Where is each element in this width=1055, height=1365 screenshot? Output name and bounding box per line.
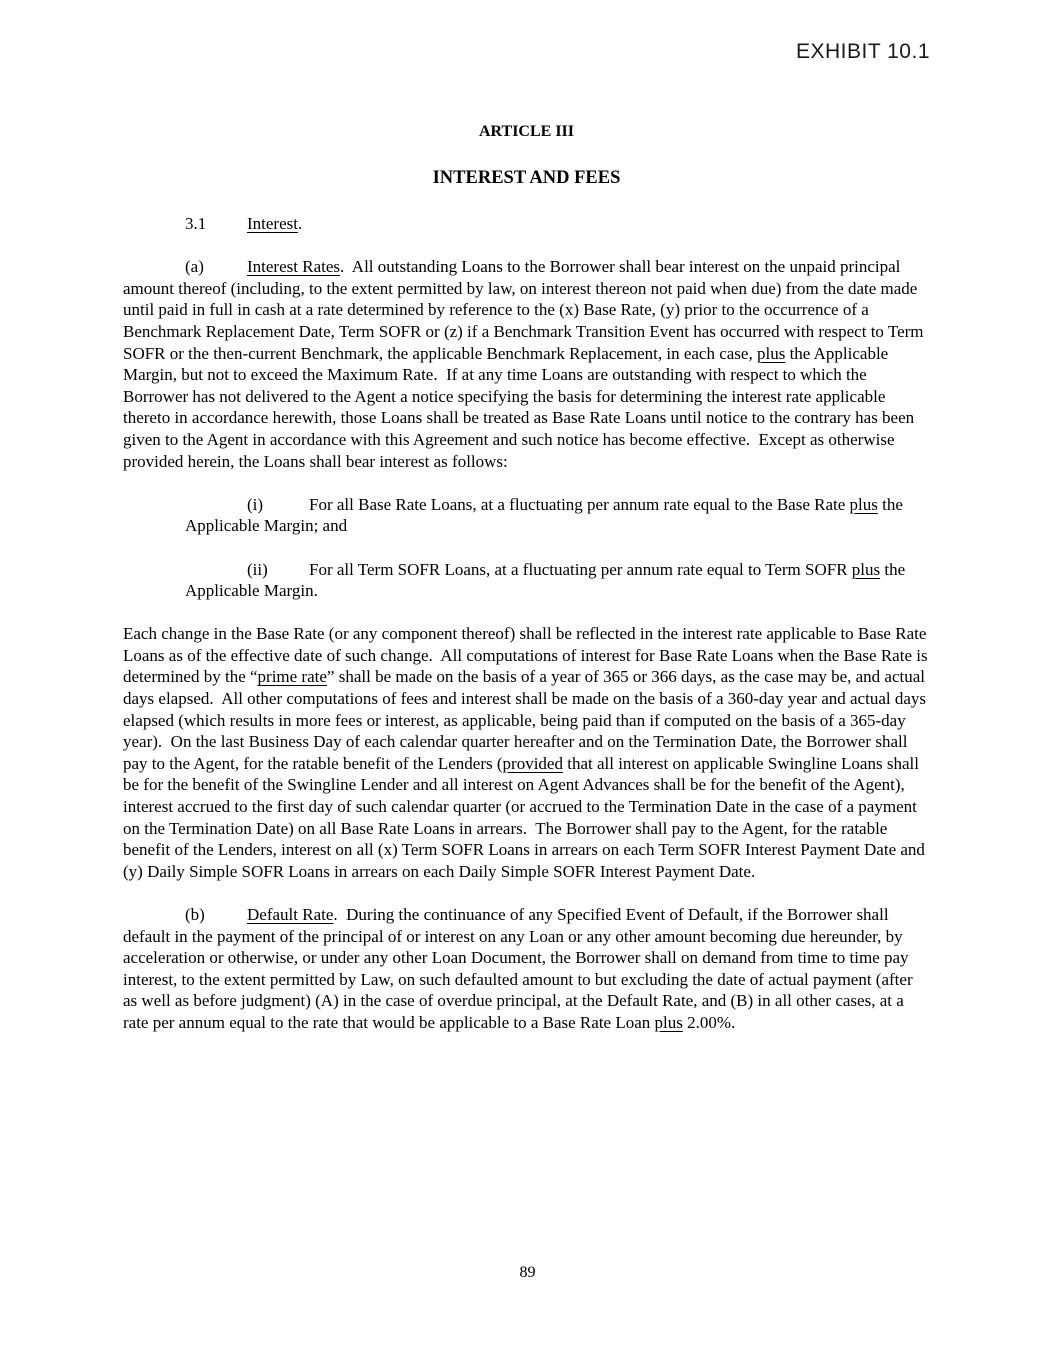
paragraph-label: (ii) <box>247 559 268 579</box>
section-number-heading <box>123 213 930 235</box>
text-run: For all Base Rate Loans, at a fluctuating per annum rate equal to the Base Rate <box>309 494 850 514</box>
list-item-ii <box>185 559 930 602</box>
list-item-i <box>185 494 930 537</box>
paragraph-label: (a) <box>185 257 204 277</box>
underlined-text: provided <box>502 753 563 773</box>
text-run: Each change in the Base Rate (or any component thereof) shall be reflected in the interest rate applicable to Base Rate Loans as of the effective date of such change. All computations of interest for Base Rate Loans when the Base Rate is determined by the “ <box>123 624 932 687</box>
underlined-text: plus <box>849 494 878 514</box>
paragraph-a <box>123 256 930 472</box>
text-run: the Applicable Margin, but not to exceed the Maximum Rate. If at any time Loans are outstanding with respect to which the Borrower has not delivered to the Agent a notice specifying the basis for determining the interest rate applicable thereto in accordance herewith, those Loans shall be treated as Base Rate Loans until notice to the contrary has been given to the Agent in accordance with this Agreement and such notice has become effective. Except as otherwise provided herein, the Loans shall bear interest as follows: <box>123 343 919 471</box>
exhibit-label: EXHIBIT 10.1 <box>795 40 930 63</box>
underlined-text: plus <box>756 343 786 363</box>
underlined-text: prime rate <box>257 667 327 687</box>
page-number: 89 <box>519 1264 536 1281</box>
paragraph-computations <box>123 623 930 882</box>
underlined-text: plus <box>851 559 881 579</box>
text-run: that all interest on applicable Swingline Loans shall be for the benefit of the Swingline Lender and all interest on Agent Advances shall be for the benefit of the Agent), interest accrued to the first day of such calendar quarter (or accrued to the Termination Date in the case of a payment on the Termination Date) on all Base Rate Loans in arrears. The Borrower shall pay to the Agent, for the ratable benefit of the Lenders, interest on all (x) Term SOFR Loans in arrears on each Term SOFR Interest Payment Date and (y) Daily Simple SOFR Loans in arrears on each Daily Simple SOFR Interest Payment Date. <box>123 753 930 881</box>
paragraph-label: (i) <box>247 494 264 514</box>
underlined-text: Default Rate <box>247 905 334 924</box>
paragraph-label: 3.1 <box>185 214 207 233</box>
text-run: ” shall be made on the basis of a year of 365 or 366 days, as the case may be, and actual days elapsed. All other computations of fees and interest shall be made on the basis of a 360-day year and actual days elapsed (which results in more fees or interest, as applicable, being paid than if computed on the basis of a 365-day year). On the last Business Day of each calendar quarter hereafter and on the Termination Date, the Borrower shall pay to the Agent, for the ratable benefit of the Lenders ( <box>123 667 931 773</box>
text-run: 2.00%. <box>682 1012 736 1032</box>
underlined-text: Interest Rates <box>247 257 340 277</box>
article-heading: ARTICLE III <box>478 123 575 140</box>
underlined-text: Interest <box>247 214 298 233</box>
text-run: the Applicable Margin. <box>185 559 909 601</box>
paragraph-b <box>123 904 930 1034</box>
text-run: the Applicable Margin; and <box>185 494 907 536</box>
text-run: . During the continuance of any Specified Event of Default, if the Borrower shall default in the payment of the principal of or interest on any Loan or any other amount becoming due hereunder, by acceleration or otherwise, or under any other Loan Document, the Borrower shall on demand from time to time pay interest, to the extent permitted by Law, on such defaulted amount to but excluding the date of actual payment (after as well as before judgment) (A) in the case of overdue principal, at the Default Rate, and (B) in all other cases, at a rate per annum equal to the rate that would be applicable to a Base Rate Loan <box>123 905 917 1032</box>
text-run: . <box>297 214 303 233</box>
text-run: For all Term SOFR Loans, at a fluctuating per annum rate equal to Term SOFR <box>309 559 852 579</box>
section-title: INTEREST AND FEES <box>432 168 621 188</box>
underlined-text: plus <box>654 1012 683 1032</box>
paragraph-label: (b) <box>185 905 205 924</box>
text-run: . All outstanding Loans to the Borrower shall bear interest on the unpaid principal amount thereof (including, to the extent permitted by law, on interest thereon not paid when due) from the date made until paid in full in cash at a rate determined by reference to the (x) Base Rate, (y) prior to the occurrence of a Benchmark Replacement Date, Term SOFR or (z) if a Benchmark Transition Event has occurred with respect to Term SOFR or the then-current Benchmark, the applicable Benchmark Replacement, in each case, <box>123 257 928 363</box>
